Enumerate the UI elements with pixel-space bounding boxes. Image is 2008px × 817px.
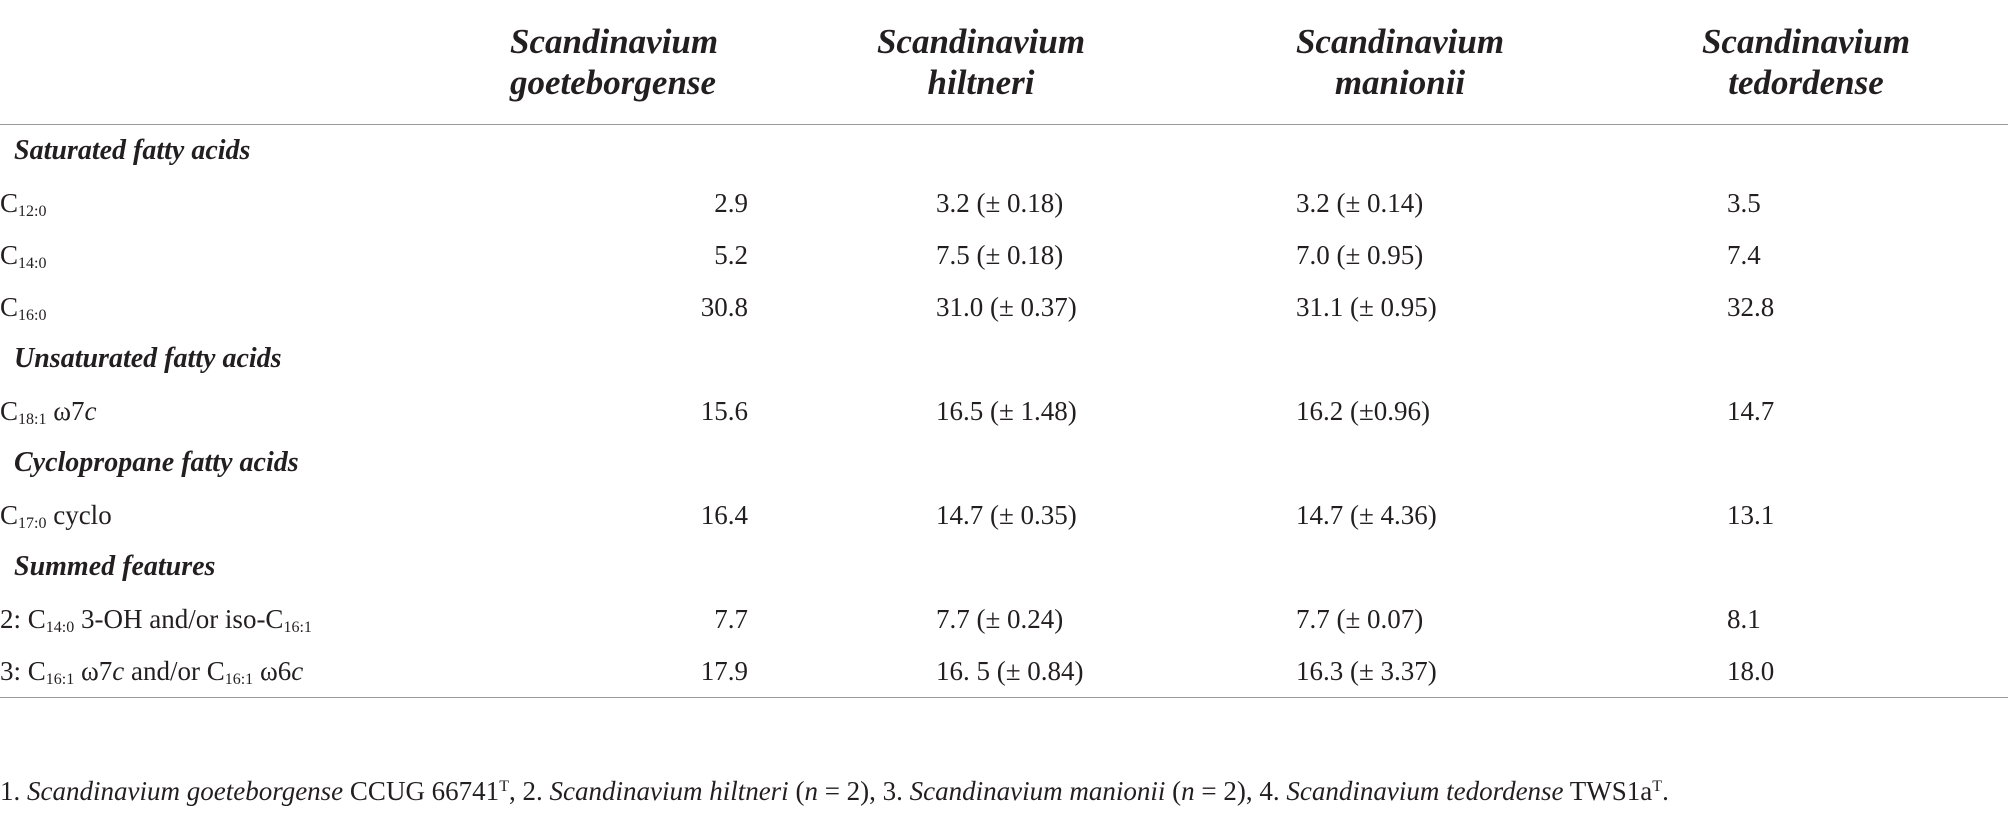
footnote-n-value: = 2)	[817, 776, 870, 806]
cell-value: 8.1	[1727, 603, 1761, 634]
table-header	[0, 0, 2008, 125]
table-footnote	[0, 776, 1669, 807]
cell-value: 31.0 (± 0.37)	[936, 291, 1077, 322]
cell-value: 18.0	[1604, 645, 2008, 698]
label-mid: 3-OH and/or iso-C	[74, 603, 284, 634]
col-header-manionii	[1196, 0, 1604, 125]
col-epithet: hiltneri	[927, 63, 1035, 102]
col-genus: Scandinavium	[1701, 22, 1911, 61]
col-epithet: tedordense	[1728, 63, 1884, 102]
row-label	[0, 489, 466, 541]
label-pre: C	[0, 239, 19, 270]
col-genus: Scandinavium	[876, 22, 1086, 61]
cell-value: 3.2 (± 0.14)	[1296, 187, 1424, 218]
cell-value: 7.7 (± 0.24)	[936, 603, 1064, 634]
cell-value: 32.8	[1727, 291, 1775, 322]
label-pre: C	[0, 291, 19, 322]
row-label	[0, 229, 466, 281]
section-title: Cyclopropane fatty acids	[14, 447, 299, 478]
section-row	[0, 125, 2008, 178]
col-genus: Scandinavium	[510, 22, 719, 61]
section-title: Unsaturated fatty acids	[14, 343, 282, 374]
cell-value: 7.5 (± 0.18)	[936, 239, 1064, 270]
label-mid2: and/or C	[124, 655, 225, 686]
row-label	[0, 385, 466, 437]
footnote-sep: .	[1662, 776, 1669, 806]
label-mid: ω7	[46, 395, 85, 426]
label-sub2: 16:1	[224, 670, 254, 688]
label-pre: C	[0, 187, 19, 218]
label-mid: cyclo	[46, 499, 112, 530]
cell-value: 17.9	[466, 645, 766, 698]
cell-value: 15.6	[700, 395, 748, 426]
footnote-species: Scandinavium goeteborgense	[27, 776, 344, 806]
footnote-detail: TWS1a	[1563, 776, 1653, 806]
footnote-species: Scandinavium hiltneri	[549, 776, 789, 806]
section-row	[0, 437, 2008, 489]
table-body	[0, 125, 2008, 698]
footnote-detail: (	[788, 776, 805, 806]
label-pre: C	[0, 395, 19, 426]
footnote-detail: (	[1165, 776, 1182, 806]
cell-value: 16.5 (± 1.48)	[936, 395, 1077, 426]
footnote-num: 2.	[522, 776, 550, 806]
cell-value: 3.5	[1727, 187, 1761, 218]
cell-value: 16.2 (±0.96)	[1296, 395, 1431, 426]
table-row	[0, 229, 2008, 281]
footnote-num: 4.	[1259, 776, 1287, 806]
cell-value: 14.7 (± 0.35)	[936, 499, 1077, 530]
footnote-n-value: = 2)	[1194, 776, 1246, 806]
label-sub1: 14:0	[45, 618, 75, 636]
footnote-detail: CCUG 66741	[343, 776, 500, 806]
footnote-num: 3.	[882, 776, 910, 806]
cell-value: 7.4	[1727, 239, 1761, 270]
footnote-n: n	[1181, 776, 1195, 806]
row-label	[0, 593, 466, 645]
cell-value: 5.2	[714, 239, 748, 270]
col-header-goeteborgense	[466, 0, 766, 125]
footnote-sep: ,	[1245, 776, 1260, 806]
row-label	[0, 281, 466, 333]
cell-value: 3.2 (± 0.18)	[936, 187, 1064, 218]
table-row	[0, 281, 2008, 333]
section-row	[0, 541, 2008, 593]
label-sub1: 14:0	[18, 254, 47, 272]
label-sub1: 18:1	[18, 410, 47, 428]
cell-value: 30.8	[700, 291, 748, 322]
footnote-sep: ,	[869, 776, 883, 806]
cell-value: 16. 5 (± 0.84)	[766, 645, 1196, 698]
label-pre: 2: C	[0, 603, 46, 634]
label-pre: C	[0, 499, 19, 530]
header-row	[0, 0, 2008, 125]
col-epithet: goeteborgense	[510, 63, 717, 102]
label-sub1: 16:1	[45, 670, 75, 688]
label-pre: 3: C	[0, 655, 46, 686]
table-row	[0, 645, 2008, 698]
section-title: Summed features	[14, 551, 216, 582]
section-row	[0, 333, 2008, 385]
section-title: Saturated fatty acids	[14, 135, 251, 166]
footnote-type-strain: T	[1652, 778, 1663, 795]
label-sub2: 16:1	[283, 618, 312, 636]
label-mid: ω7	[74, 655, 113, 686]
cell-value: 7.7	[714, 603, 748, 634]
footnote-sep: ,	[508, 776, 523, 806]
col-epithet: manionii	[1334, 63, 1466, 102]
label-it2: c	[291, 655, 304, 686]
label-sub1: 16:0	[18, 306, 47, 324]
label-sub1: 12:0	[18, 202, 47, 220]
cell-value: 16.3 (± 3.37)	[1196, 645, 1604, 698]
table-row	[0, 489, 2008, 541]
row-label	[0, 645, 466, 698]
col-header-tedordense	[1604, 0, 2008, 125]
col-header-hiltneri	[766, 0, 1196, 125]
table-row	[0, 385, 2008, 437]
label-mid3: ω6	[253, 655, 292, 686]
cell-value: 13.1	[1727, 499, 1775, 530]
footnote-species: Scandinavium tedordense	[1286, 776, 1564, 806]
footnote-type-strain: T	[499, 778, 509, 795]
footnote-num: 1.	[0, 776, 27, 806]
col-genus: Scandinavium	[1295, 22, 1505, 61]
cell-value: 31.1 (± 0.95)	[1296, 291, 1437, 322]
cell-value: 14.7	[1727, 395, 1775, 426]
cell-value: 7.7 (± 0.07)	[1296, 603, 1424, 634]
cell-value: 2.9	[714, 187, 748, 218]
table-row	[0, 593, 2008, 645]
label-sub1: 17:0	[18, 514, 47, 532]
header-blank	[0, 0, 466, 125]
cell-value: 16.4	[700, 499, 748, 530]
row-label	[0, 177, 466, 229]
footnote-n: n	[804, 776, 818, 806]
label-it1: c	[112, 655, 125, 686]
cell-value: 14.7 (± 4.36)	[1296, 499, 1437, 530]
cell-value: 7.0 (± 0.95)	[1296, 239, 1424, 270]
footnote-species: Scandinavium manionii	[909, 776, 1166, 806]
label-it1: c	[84, 395, 97, 426]
table-row	[0, 177, 2008, 229]
